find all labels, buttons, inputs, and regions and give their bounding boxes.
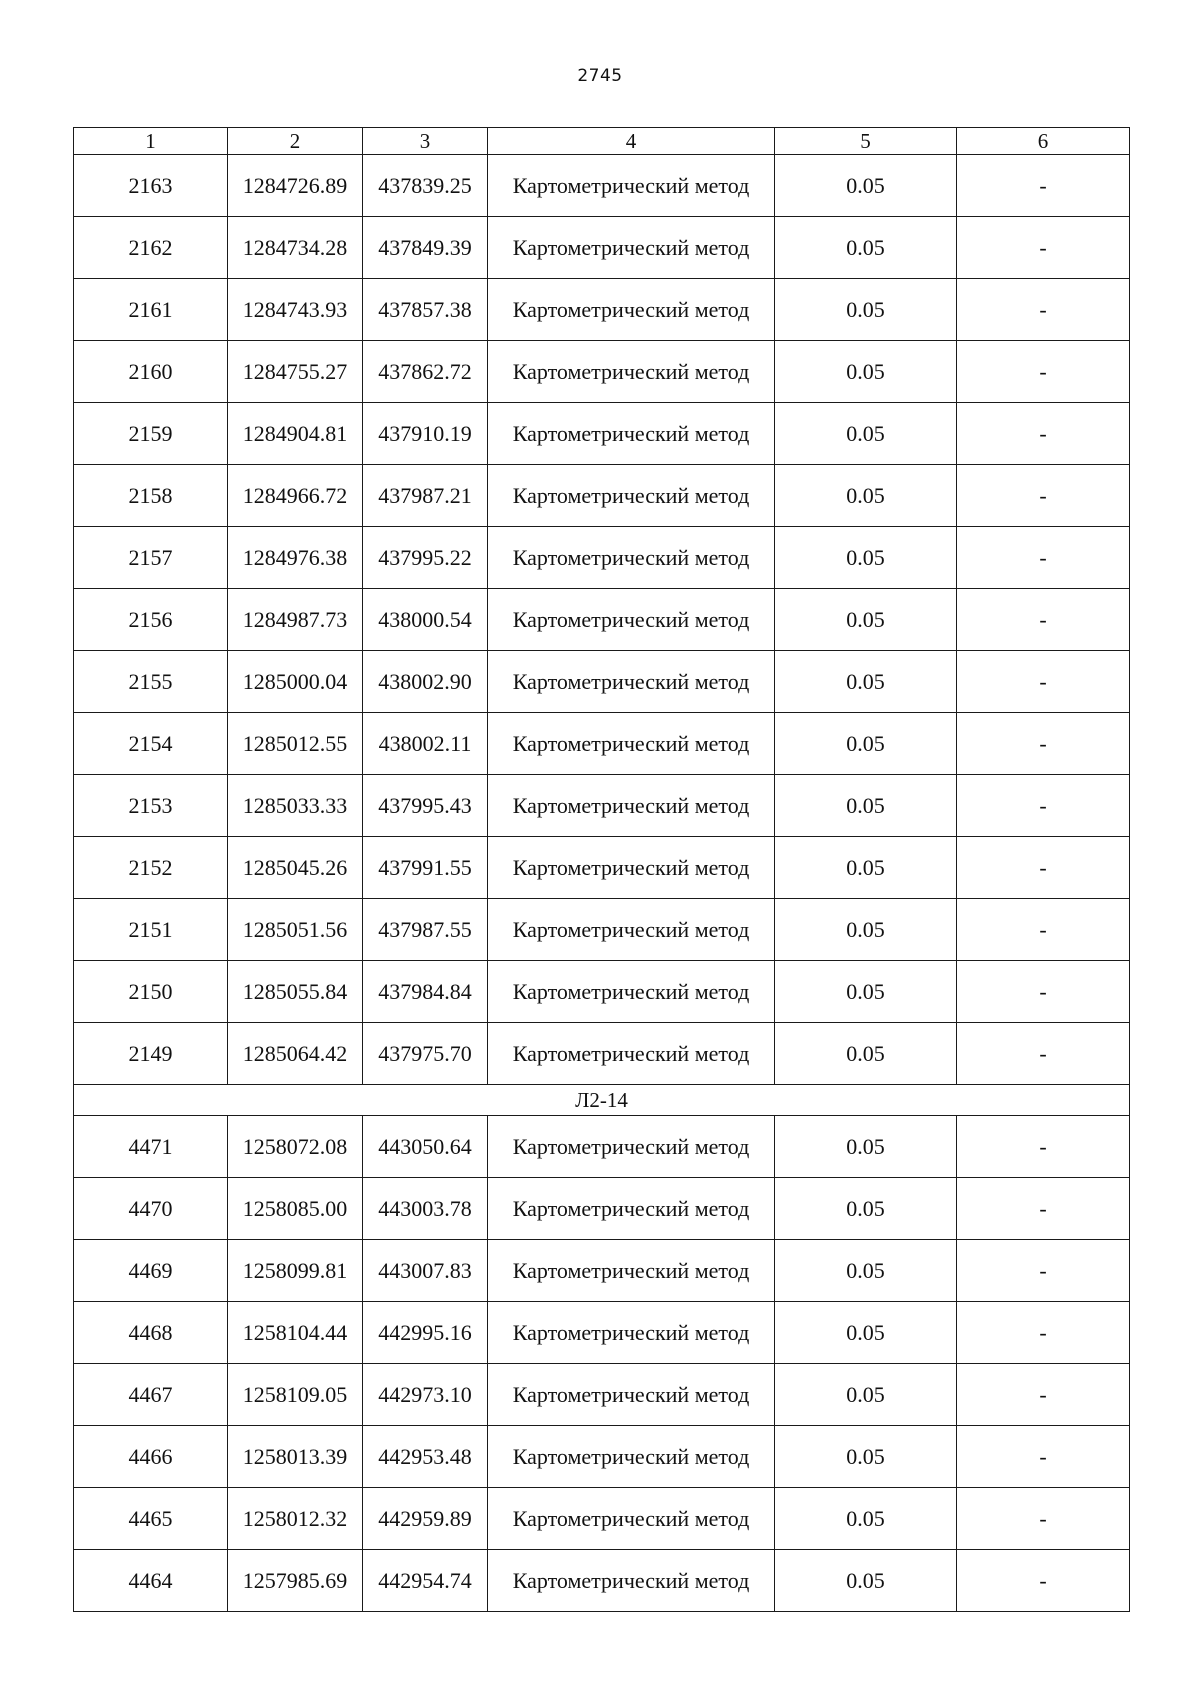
point-number-cell: 4471 <box>74 1116 228 1178</box>
description-cell: - <box>957 589 1130 651</box>
description-cell: - <box>957 1023 1130 1085</box>
table-row <box>74 899 1130 961</box>
section-heading-row <box>74 1085 1130 1116</box>
x-coordinate-cell: 1284755.27 <box>228 341 363 403</box>
accuracy-cell: 0.05 <box>775 775 957 837</box>
column-header-6: 6 <box>957 128 1130 155</box>
accuracy-cell: 0.05 <box>775 403 957 465</box>
y-coordinate-cell: 437984.84 <box>363 961 488 1023</box>
accuracy-cell: 0.05 <box>775 1302 957 1364</box>
y-coordinate-cell: 438002.11 <box>363 713 488 775</box>
method-cell: Картометрический метод <box>488 713 775 775</box>
accuracy-cell: 0.05 <box>775 155 957 217</box>
accuracy-cell: 0.05 <box>775 1116 957 1178</box>
table-row <box>74 713 1130 775</box>
point-number-cell: 2161 <box>74 279 228 341</box>
method-cell: Картометрический метод <box>488 1550 775 1612</box>
accuracy-cell: 0.05 <box>775 837 957 899</box>
coordinates-table <box>73 127 1130 1612</box>
x-coordinate-cell: 1284976.38 <box>228 527 363 589</box>
method-cell: Картометрический метод <box>488 403 775 465</box>
section-title: Л2-14 <box>74 1085 1130 1116</box>
accuracy-cell: 0.05 <box>775 1364 957 1426</box>
description-cell: - <box>957 279 1130 341</box>
table-row <box>74 775 1130 837</box>
y-coordinate-cell: 437991.55 <box>363 837 488 899</box>
column-header-2: 2 <box>228 128 363 155</box>
x-coordinate-cell: 1257985.69 <box>228 1550 363 1612</box>
point-number-cell: 2151 <box>74 899 228 961</box>
description-cell: - <box>957 1302 1130 1364</box>
y-coordinate-cell: 443007.83 <box>363 1240 488 1302</box>
point-number-cell: 2155 <box>74 651 228 713</box>
method-cell: Картометрический метод <box>488 837 775 899</box>
y-coordinate-cell: 437987.21 <box>363 465 488 527</box>
point-number-cell: 2163 <box>74 155 228 217</box>
method-cell: Картометрический метод <box>488 1023 775 1085</box>
description-cell: - <box>957 961 1130 1023</box>
table-row <box>74 1116 1130 1178</box>
x-coordinate-cell: 1285012.55 <box>228 713 363 775</box>
description-cell: - <box>957 1488 1130 1550</box>
accuracy-cell: 0.05 <box>775 217 957 279</box>
accuracy-cell: 0.05 <box>775 279 957 341</box>
description-cell: - <box>957 1240 1130 1302</box>
description-cell: - <box>957 651 1130 713</box>
table-row <box>74 1426 1130 1488</box>
column-header-4: 4 <box>488 128 775 155</box>
method-cell: Картометрический метод <box>488 527 775 589</box>
point-number-cell: 4466 <box>74 1426 228 1488</box>
table-row <box>74 1364 1130 1426</box>
x-coordinate-cell: 1285064.42 <box>228 1023 363 1085</box>
accuracy-cell: 0.05 <box>775 1240 957 1302</box>
table-header-row <box>74 128 1130 155</box>
method-cell: Картометрический метод <box>488 1302 775 1364</box>
x-coordinate-cell: 1285033.33 <box>228 775 363 837</box>
table-row <box>74 961 1130 1023</box>
table-row <box>74 217 1130 279</box>
accuracy-cell: 0.05 <box>775 1178 957 1240</box>
x-coordinate-cell: 1284734.28 <box>228 217 363 279</box>
point-number-cell: 2153 <box>74 775 228 837</box>
x-coordinate-cell: 1258099.81 <box>228 1240 363 1302</box>
point-number-cell: 4468 <box>74 1302 228 1364</box>
table-row <box>74 341 1130 403</box>
y-coordinate-cell: 437839.25 <box>363 155 488 217</box>
x-coordinate-cell: 1258109.05 <box>228 1364 363 1426</box>
x-coordinate-cell: 1284904.81 <box>228 403 363 465</box>
description-cell: - <box>957 527 1130 589</box>
table-row <box>74 527 1130 589</box>
method-cell: Картометрический метод <box>488 1364 775 1426</box>
accuracy-cell: 0.05 <box>775 589 957 651</box>
description-cell: - <box>957 403 1130 465</box>
description-cell: - <box>957 1178 1130 1240</box>
x-coordinate-cell: 1285045.26 <box>228 837 363 899</box>
accuracy-cell: 0.05 <box>775 713 957 775</box>
accuracy-cell: 0.05 <box>775 341 957 403</box>
table-row <box>74 1550 1130 1612</box>
point-number-cell: 2157 <box>74 527 228 589</box>
method-cell: Картометрический метод <box>488 961 775 1023</box>
point-number-cell: 2162 <box>74 217 228 279</box>
table-row <box>74 1302 1130 1364</box>
y-coordinate-cell: 437975.70 <box>363 1023 488 1085</box>
description-cell: - <box>957 465 1130 527</box>
method-cell: Картометрический метод <box>488 155 775 217</box>
description-cell: - <box>957 713 1130 775</box>
method-cell: Картометрический метод <box>488 1240 775 1302</box>
x-coordinate-cell: 1258072.08 <box>228 1116 363 1178</box>
point-number-cell: 2160 <box>74 341 228 403</box>
column-header-5: 5 <box>775 128 957 155</box>
description-cell: - <box>957 1426 1130 1488</box>
x-coordinate-cell: 1258012.32 <box>228 1488 363 1550</box>
point-number-cell: 2152 <box>74 837 228 899</box>
table-row <box>74 1240 1130 1302</box>
page-number: 2745 <box>577 66 623 86</box>
column-header-1: 1 <box>74 128 228 155</box>
x-coordinate-cell: 1284987.73 <box>228 589 363 651</box>
accuracy-cell: 0.05 <box>775 651 957 713</box>
point-number-cell: 2150 <box>74 961 228 1023</box>
y-coordinate-cell: 442973.10 <box>363 1364 488 1426</box>
method-cell: Картометрический метод <box>488 589 775 651</box>
accuracy-cell: 0.05 <box>775 1488 957 1550</box>
accuracy-cell: 0.05 <box>775 1023 957 1085</box>
x-coordinate-cell: 1284743.93 <box>228 279 363 341</box>
x-coordinate-cell: 1284726.89 <box>228 155 363 217</box>
y-coordinate-cell: 437987.55 <box>363 899 488 961</box>
method-cell: Картометрический метод <box>488 1488 775 1550</box>
table-row <box>74 1488 1130 1550</box>
y-coordinate-cell: 437849.39 <box>363 217 488 279</box>
method-cell: Картометрический метод <box>488 465 775 527</box>
y-coordinate-cell: 438000.54 <box>363 589 488 651</box>
accuracy-cell: 0.05 <box>775 899 957 961</box>
description-cell: - <box>957 1364 1130 1426</box>
point-number-cell: 2156 <box>74 589 228 651</box>
description-cell: - <box>957 341 1130 403</box>
method-cell: Картометрический метод <box>488 279 775 341</box>
x-coordinate-cell: 1258085.00 <box>228 1178 363 1240</box>
y-coordinate-cell: 437862.72 <box>363 341 488 403</box>
description-cell: - <box>957 155 1130 217</box>
table-row <box>74 279 1130 341</box>
table-row <box>74 589 1130 651</box>
description-cell: - <box>957 837 1130 899</box>
table-row <box>74 1023 1130 1085</box>
y-coordinate-cell: 438002.90 <box>363 651 488 713</box>
point-number-cell: 4469 <box>74 1240 228 1302</box>
method-cell: Картометрический метод <box>488 217 775 279</box>
table-row <box>74 155 1130 217</box>
coordinates-table-body <box>74 128 1130 1612</box>
column-header-3: 3 <box>363 128 488 155</box>
y-coordinate-cell: 437857.38 <box>363 279 488 341</box>
y-coordinate-cell: 443050.64 <box>363 1116 488 1178</box>
table-row <box>74 1178 1130 1240</box>
table-row <box>74 837 1130 899</box>
table-row <box>74 651 1130 713</box>
point-number-cell: 4467 <box>74 1364 228 1426</box>
x-coordinate-cell: 1258104.44 <box>228 1302 363 1364</box>
y-coordinate-cell: 437910.19 <box>363 403 488 465</box>
x-coordinate-cell: 1258013.39 <box>228 1426 363 1488</box>
x-coordinate-cell: 1284966.72 <box>228 465 363 527</box>
y-coordinate-cell: 437995.43 <box>363 775 488 837</box>
method-cell: Картометрический метод <box>488 341 775 403</box>
method-cell: Картометрический метод <box>488 1116 775 1178</box>
y-coordinate-cell: 437995.22 <box>363 527 488 589</box>
table-row <box>74 465 1130 527</box>
point-number-cell: 2149 <box>74 1023 228 1085</box>
accuracy-cell: 0.05 <box>775 465 957 527</box>
y-coordinate-cell: 442954.74 <box>363 1550 488 1612</box>
y-coordinate-cell: 443003.78 <box>363 1178 488 1240</box>
accuracy-cell: 0.05 <box>775 527 957 589</box>
point-number-cell: 2158 <box>74 465 228 527</box>
description-cell: - <box>957 217 1130 279</box>
description-cell: - <box>957 1116 1130 1178</box>
accuracy-cell: 0.05 <box>775 1426 957 1488</box>
accuracy-cell: 0.05 <box>775 1550 957 1612</box>
point-number-cell: 2159 <box>74 403 228 465</box>
description-cell: - <box>957 1550 1130 1612</box>
method-cell: Картометрический метод <box>488 1178 775 1240</box>
table-row <box>74 403 1130 465</box>
description-cell: - <box>957 899 1130 961</box>
y-coordinate-cell: 442959.89 <box>363 1488 488 1550</box>
point-number-cell: 2154 <box>74 713 228 775</box>
x-coordinate-cell: 1285000.04 <box>228 651 363 713</box>
description-cell: - <box>957 775 1130 837</box>
y-coordinate-cell: 442953.48 <box>363 1426 488 1488</box>
point-number-cell: 4465 <box>74 1488 228 1550</box>
method-cell: Картометрический метод <box>488 1426 775 1488</box>
y-coordinate-cell: 442995.16 <box>363 1302 488 1364</box>
method-cell: Картометрический метод <box>488 651 775 713</box>
point-number-cell: 4464 <box>74 1550 228 1612</box>
x-coordinate-cell: 1285055.84 <box>228 961 363 1023</box>
accuracy-cell: 0.05 <box>775 961 957 1023</box>
method-cell: Картометрический метод <box>488 775 775 837</box>
x-coordinate-cell: 1285051.56 <box>228 899 363 961</box>
method-cell: Картометрический метод <box>488 899 775 961</box>
point-number-cell: 4470 <box>74 1178 228 1240</box>
